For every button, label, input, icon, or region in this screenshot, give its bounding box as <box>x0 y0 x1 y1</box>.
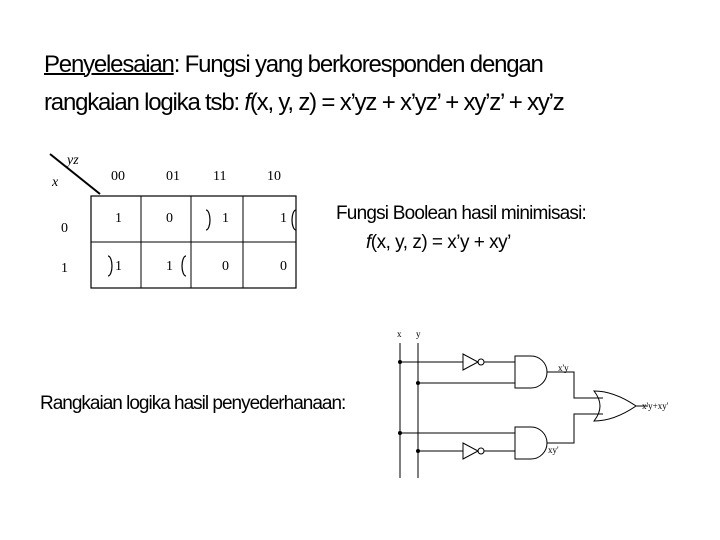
kmap-col-header-10: 10 <box>267 169 281 184</box>
kmap-cell-1-11: 0 <box>222 259 229 274</box>
or-output-label: x'y+xy' <box>642 401 669 411</box>
result-title: Fungsi Boolean hasil minimisasi: <box>336 203 587 224</box>
junction-y-top <box>416 381 420 385</box>
heading-line2-prefix: rangkaian logika tsb: <box>44 89 245 116</box>
kmap-row-header-1: 1 <box>61 261 68 276</box>
kmap-col-var: yz <box>67 153 79 168</box>
and-gate-top <box>515 356 547 388</box>
heading-expression: = x’yz + x’yz’ + xy’z’ + xy’z <box>315 89 564 116</box>
and-bottom-output-label: xy' <box>548 445 559 455</box>
heading-function-name: f <box>244 89 250 116</box>
wire-and-top-out <box>547 372 603 398</box>
and-top-output-label: x'y <box>558 363 569 373</box>
kmap-cell-0-11: 1 <box>222 211 229 226</box>
kmap-cell-1-00: 1 <box>115 259 122 274</box>
junction-x-top <box>398 360 402 364</box>
circuit-caption: Rangkaian logika hasil penyederhanaan: <box>40 393 346 414</box>
kmap-cell-0-10: 1 <box>280 211 287 226</box>
heading-line1-rest: : Fungsi yang berkoresponden dengan <box>173 51 543 78</box>
wire-and-bottom-out <box>547 414 603 443</box>
kmap-row-header-0: 0 <box>61 221 68 236</box>
circuit-input-y: y <box>416 329 421 339</box>
kmap-col-header-00: 00 <box>111 169 125 184</box>
and-gate-bottom <box>515 427 547 459</box>
result-expression: (x, y, z) = x’y + xy’ <box>370 232 511 253</box>
result-function-name: f <box>366 232 371 253</box>
kmap-cell-0-00: 1 <box>115 211 122 226</box>
kmap-cell-0-01: 0 <box>166 211 173 226</box>
kmap-cell-1-01: 1 <box>166 259 173 274</box>
kmap-col-header-11: 11 <box>213 169 227 184</box>
not-gate-bottom <box>463 443 478 459</box>
or-gate <box>594 391 636 421</box>
junction-y-bottom <box>416 449 420 453</box>
kmap-row-var: x <box>52 175 59 190</box>
heading-function-vars: (x, y, z) <box>249 89 316 116</box>
heading-label: Penyelesaian <box>44 51 174 78</box>
kmap-cell-1-10: 0 <box>280 259 287 274</box>
junction-x-bottom <box>398 431 402 435</box>
kmap-col-header-01: 01 <box>166 169 180 184</box>
not-gate-top <box>463 354 478 370</box>
circuit-input-x: x <box>397 329 402 339</box>
